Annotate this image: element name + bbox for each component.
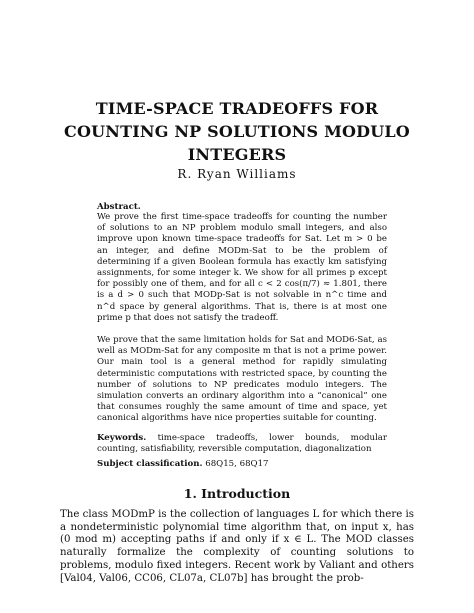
abstract-paragraph-2: We prove that the same limitation holds for Sat and MOD6-Sat, as well as MODm-Sat for any composite m that is not a prime power. Our main tool is a general method for rapidly simulating deterministic computations with restricted space, by counting the number of solutions to NP predicates modulo integers. The simulation converts an ordinary algorithm into a “canonical” one that consumes roughly the same amount of time and space, yet canonical algorithms have nice properties suitable for counting.	[97, 335, 387, 424]
title-line-2: COUNTING NP SOLUTIONS MODULO	[64, 122, 410, 141]
paper-title	[60, 97, 414, 166]
title-line-1: TIME-SPACE TRADEOFFS FOR	[95, 99, 379, 118]
title-line-3: INTEGERS	[187, 145, 287, 164]
intro-paragraph: The class MODmP is the collection of languages L for which there is a nondeterministic polynomial time algorithm that, on input x, has (0 mod m) accepting paths if and only if x ∈ L. The MOD classes naturally formalize the complexity of counting solutions to problems, modulo fixed integers. Recent work by Valiant and others [Val04, Val06, CC06, CL07a, CL07b] has brought the prob-	[60, 509, 414, 584]
subject-classification	[97, 459, 269, 469]
subject-label: Subject classification.	[97, 459, 203, 469]
subject-text: 68Q15, 68Q17	[205, 459, 269, 469]
keywords-label: Keywords.	[97, 433, 147, 443]
author-name: R. Ryan Williams	[177, 167, 297, 181]
section-heading: 1. Introduction	[183, 486, 291, 501]
abstract-heading: Abstract.	[97, 202, 141, 212]
keywords	[97, 433, 387, 455]
abstract-paragraph-1: We prove the first time-space tradeoffs for counting the number of solutions to an NP problem modulo small integers, and also improve upon known time-space tradeoffs for Sat. Let m > 0 be an integer, and define MODm-Sat to be the problem of determining if a given Boolean formula has exactly km satisfying assignments, for some integer k. We show for all primes p except for possibly one of them, and for all c < 2 cos(π/7) ≈ 1.801, there is a d > 0 such that MODp-Sat is not solvable in n^c time and n^d space by general algorithms. That is, there is at most one prime p that does not satisfy the tradeoff.	[97, 212, 387, 323]
keywords-text: time-space tradeoffs, lower bounds, modular counting, satisfiability, reversible computation, diagonalization	[97, 433, 388, 455]
